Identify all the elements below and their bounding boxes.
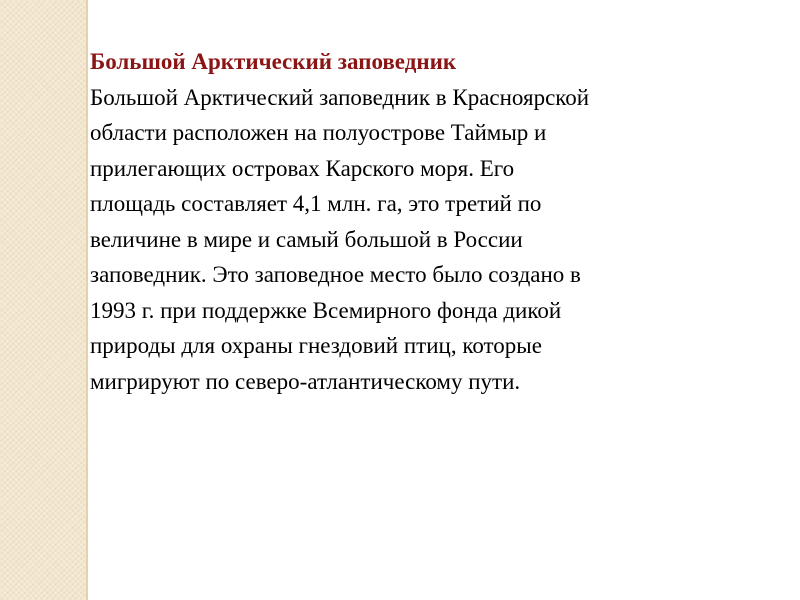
body-line: мигрируют по северо-атлантическому пути.	[90, 368, 521, 394]
body-line: области расположен на полуострове Таймыр и	[90, 120, 547, 145]
decorative-divider	[86, 0, 88, 600]
body-line: прилегающих островах Карского моря. Его	[90, 155, 515, 181]
body-line: Большой Арктический заповедник в Красноярской	[90, 84, 590, 110]
body-line: природы для охраны гнездовий птиц, которые	[90, 333, 542, 358]
body-line: заповедник. Это заповедное место было создано в	[90, 262, 581, 287]
decorative-side-band	[0, 0, 86, 600]
slide-title: Большой Арктический заповедник	[90, 49, 457, 74]
body-line: площадь составляет 4,1 млн. га, это третий по	[90, 191, 542, 216]
body-line: величине в мире и самый большой в России	[90, 226, 523, 252]
text-content	[90, 44, 780, 399]
body-line: 1993 г. при поддержке Всемирного фонда дикой	[90, 297, 562, 323]
